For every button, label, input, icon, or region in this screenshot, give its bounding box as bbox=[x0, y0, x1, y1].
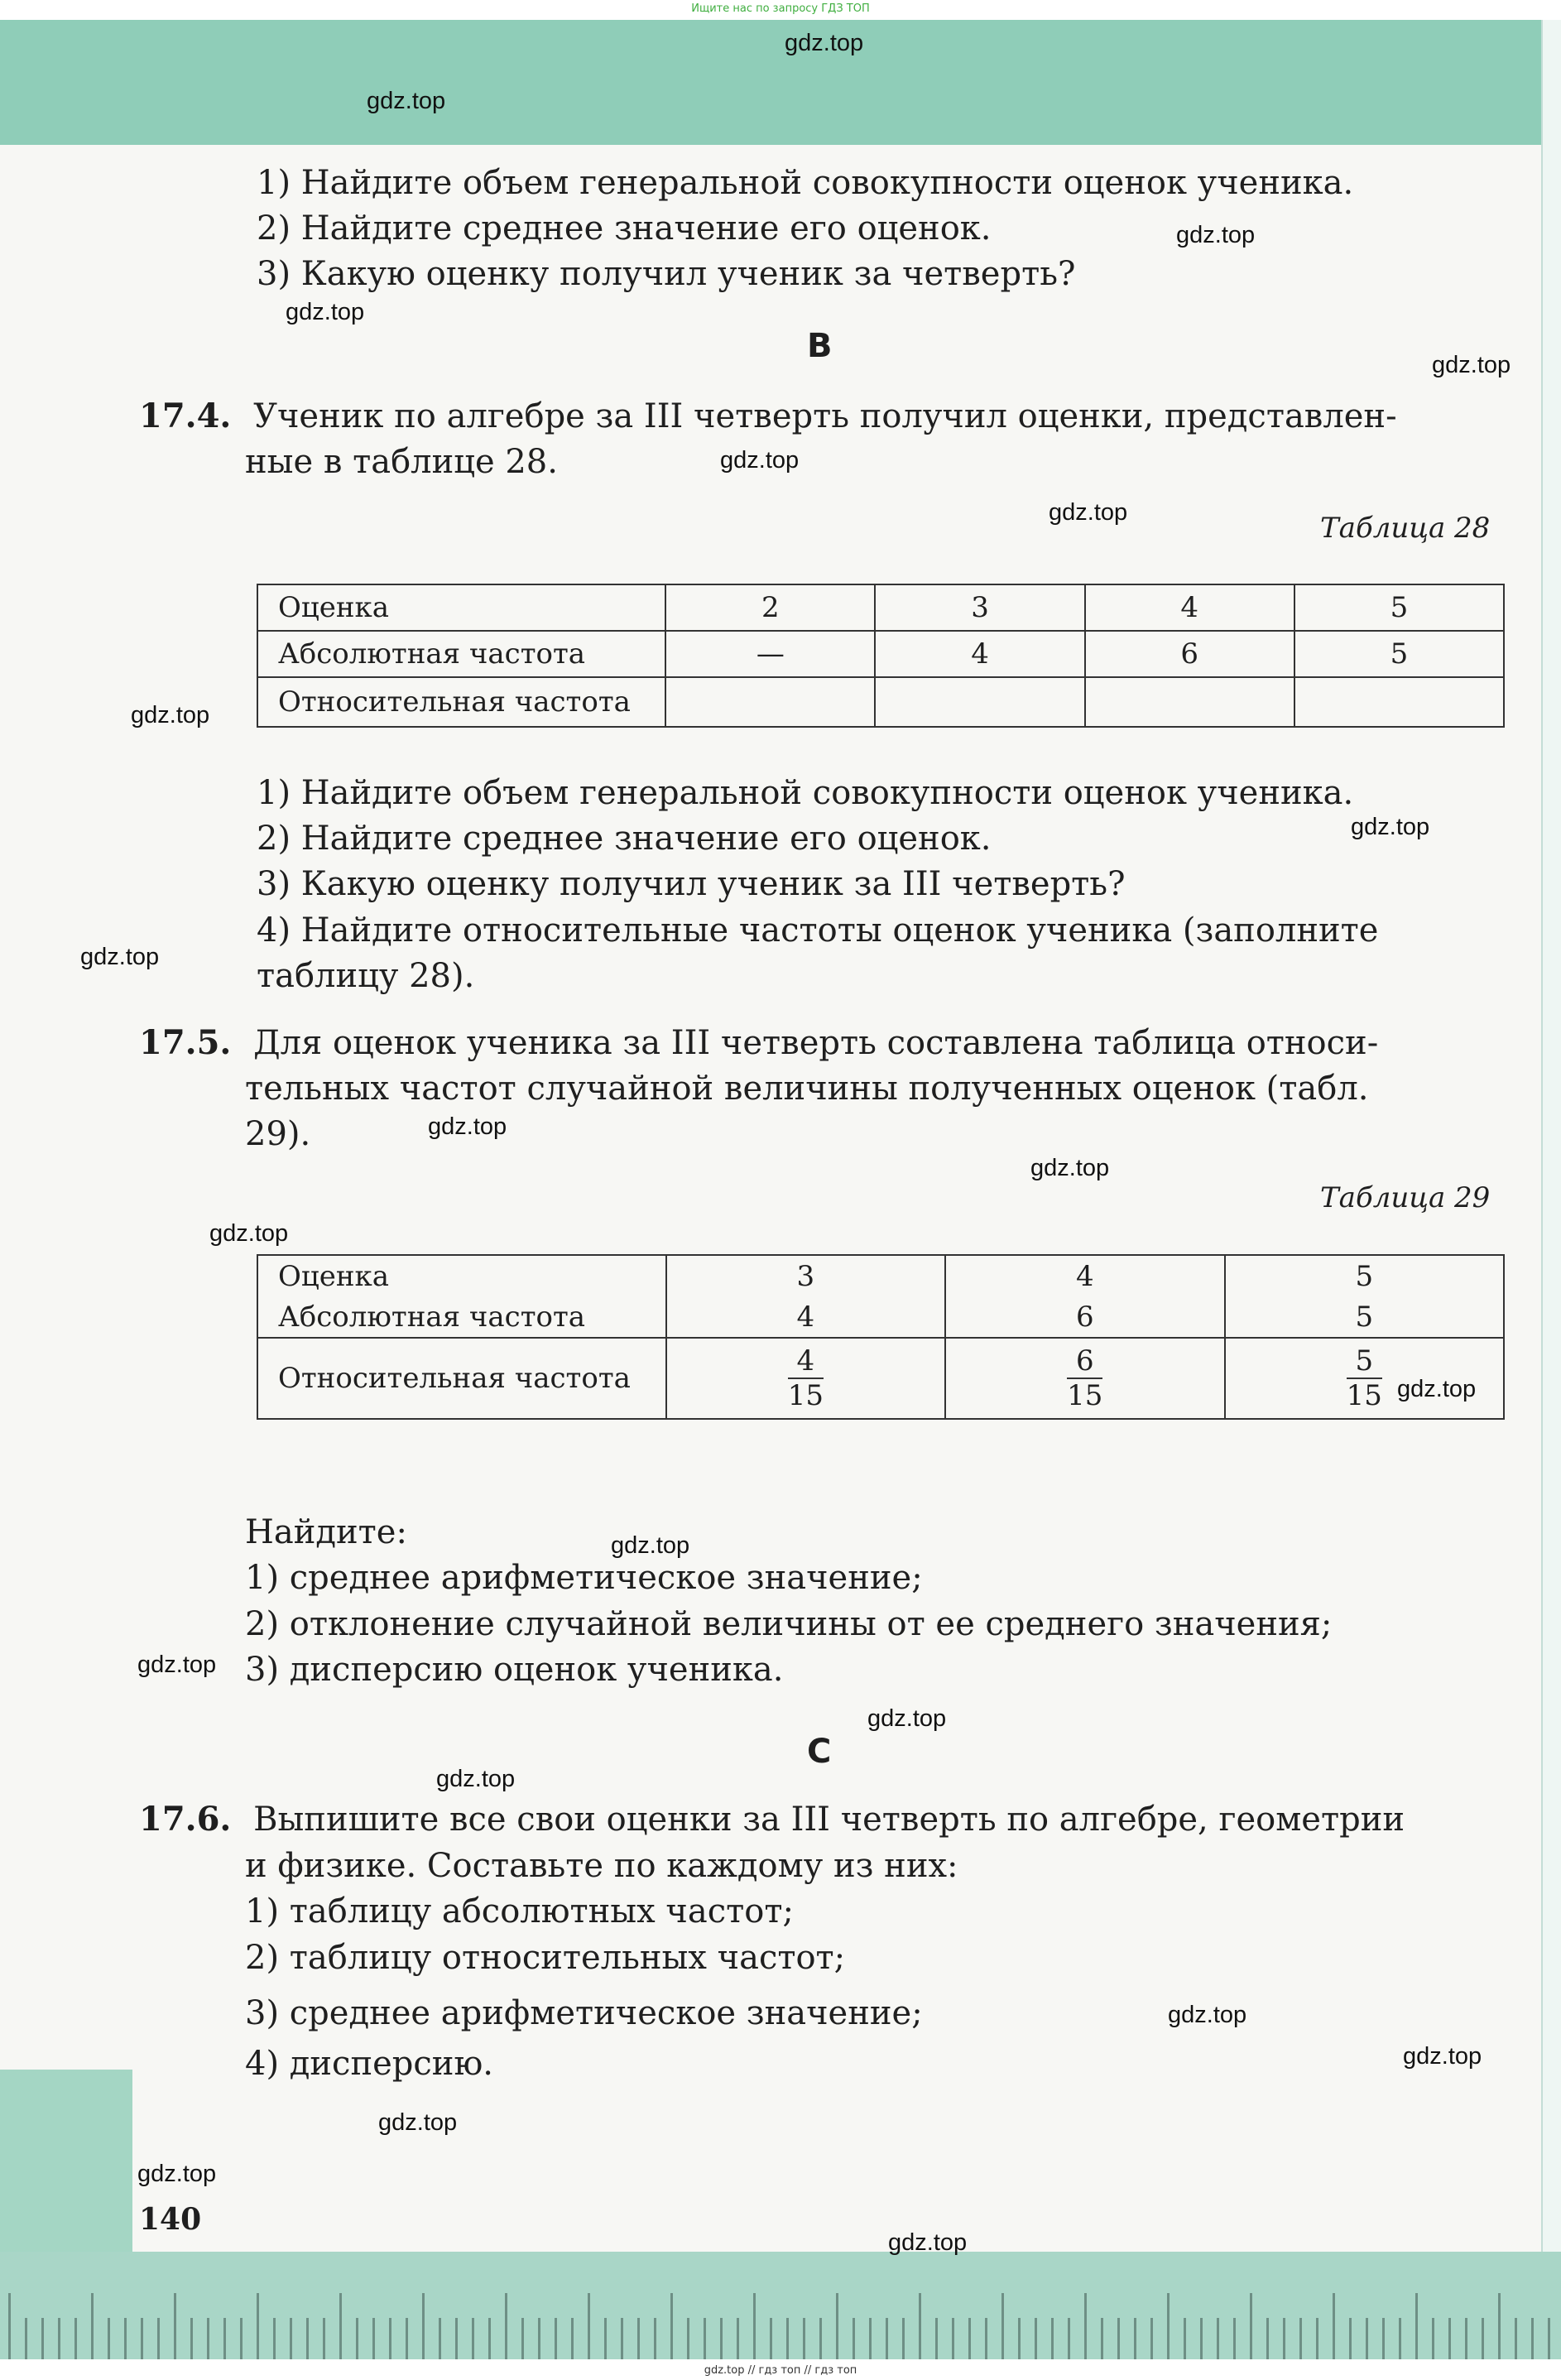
ruler-tick bbox=[1415, 2293, 1418, 2359]
ruler-tick bbox=[141, 2318, 143, 2359]
row-label: Оценка bbox=[257, 584, 665, 631]
ruler-tick bbox=[306, 2318, 309, 2359]
watermark: gdz.top bbox=[1030, 1155, 1110, 1181]
ruler-tick bbox=[1333, 2293, 1335, 2359]
ruler-tick bbox=[1134, 2318, 1136, 2359]
ruler-tick bbox=[439, 2318, 441, 2359]
ruler-tick bbox=[770, 2318, 772, 2359]
grade-cell: 3 bbox=[666, 1255, 945, 1296]
ruler-tick bbox=[1200, 2318, 1203, 2359]
right-margin-bar bbox=[1541, 20, 1561, 2363]
ruler-tick bbox=[1266, 2318, 1269, 2359]
ruler-decoration bbox=[0, 2252, 1561, 2359]
ruler-tick bbox=[1316, 2318, 1318, 2359]
ruler-tick bbox=[935, 2318, 938, 2359]
watermark: gdz.top bbox=[137, 2161, 217, 2187]
ruler-tick bbox=[985, 2318, 987, 2359]
grade-cell: 5 bbox=[1225, 1255, 1504, 1296]
ruler-tick bbox=[853, 2318, 855, 2359]
ruler-tick bbox=[1515, 2318, 1517, 2359]
problem-17-5-line2: тельных частот случайной величины полученных оценок (табл. bbox=[245, 1070, 1369, 1108]
ruler-tick bbox=[406, 2318, 408, 2359]
abs-freq-cell: 4 bbox=[666, 1296, 945, 1338]
ruler-tick bbox=[1482, 2318, 1484, 2359]
ruler-tick bbox=[124, 2318, 127, 2359]
watermark: gdz.top bbox=[137, 1652, 217, 1678]
problem-17-5-line3: 29). bbox=[245, 1115, 311, 1153]
ruler-tick bbox=[505, 2293, 507, 2359]
row-label: Относительная частота bbox=[257, 677, 665, 727]
ruler-tick bbox=[637, 2318, 640, 2359]
ruler-tick bbox=[488, 2318, 491, 2359]
ruler-tick bbox=[1382, 2318, 1385, 2359]
table-caption: Таблица 28 bbox=[1320, 512, 1491, 545]
grade-cell: 4 bbox=[945, 1255, 1224, 1296]
ruler-tick bbox=[670, 2293, 673, 2359]
watermark: gdz.top bbox=[367, 88, 446, 114]
row-label: Относительная частота bbox=[257, 1338, 666, 1419]
find-label: Найдите: bbox=[245, 1513, 407, 1551]
watermark: gdz.top bbox=[436, 1766, 516, 1792]
problem-17-6-line2: и физике. Составьте по каждому из них: bbox=[245, 1847, 958, 1885]
rel-freq-cell bbox=[1225, 1338, 1504, 1419]
ruler-tick bbox=[1283, 2318, 1285, 2359]
top-note: Ищите нас по запросу ГДЗ ТОП bbox=[691, 2, 870, 15]
ruler-tick bbox=[422, 2293, 425, 2359]
ruler-tick bbox=[654, 2318, 656, 2359]
watermark: gdz.top bbox=[785, 30, 864, 56]
grade-cell: 5 bbox=[1294, 584, 1504, 631]
watermark: gdz.top bbox=[867, 1705, 947, 1732]
ruler-tick bbox=[919, 2293, 921, 2359]
empty-cell bbox=[665, 677, 875, 727]
fraction-denominator: 15 bbox=[787, 1379, 824, 1412]
ruler-tick bbox=[1018, 2318, 1021, 2359]
ruler-tick bbox=[1150, 2318, 1153, 2359]
question-item: 4) Найдите относительные частоты оценок ученика (заполните bbox=[257, 911, 1379, 950]
question-item: 2) таблицу относительных частот; bbox=[245, 1939, 846, 1977]
empty-cell bbox=[1085, 677, 1294, 727]
fraction-denominator: 15 bbox=[1067, 1379, 1103, 1412]
ruler-tick bbox=[1184, 2318, 1186, 2359]
ruler-tick bbox=[91, 2293, 94, 2359]
table-29 bbox=[257, 1254, 1505, 1420]
grade-cell: 3 bbox=[875, 584, 1084, 631]
ruler-tick bbox=[521, 2318, 524, 2359]
table-caption: Таблица 29 bbox=[1320, 1181, 1491, 1214]
ruler-tick bbox=[687, 2318, 689, 2359]
ruler-tick bbox=[803, 2318, 805, 2359]
ruler-tick bbox=[1001, 2293, 1004, 2359]
ruler-tick bbox=[588, 2293, 590, 2359]
question-item: 2) отклонение случайной величины от ее среднего значения; bbox=[245, 1605, 1333, 1643]
fraction-numerator: 6 bbox=[1067, 1344, 1102, 1379]
corner-decoration bbox=[0, 2070, 132, 2260]
ruler-tick bbox=[207, 2318, 209, 2359]
watermark: gdz.top bbox=[209, 1220, 289, 1247]
watermark: gdz.top bbox=[1351, 814, 1430, 840]
ruler-tick bbox=[1167, 2293, 1170, 2359]
ruler-tick bbox=[604, 2318, 607, 2359]
question-item: 1) среднее арифметическое значение; bbox=[245, 1559, 923, 1597]
bottom-note: gdz.top // гдз топ // гдз топ bbox=[704, 2364, 857, 2377]
row-label: Абсолютная частота bbox=[257, 631, 665, 677]
ruler-tick bbox=[223, 2318, 226, 2359]
watermark: gdz.top bbox=[1168, 2002, 1247, 2028]
prev-item: 1) Найдите объем генеральной совокупности оценок ученика. bbox=[257, 164, 1354, 202]
ruler-tick bbox=[290, 2318, 292, 2359]
ruler-tick bbox=[455, 2318, 458, 2359]
watermark: gdz.top bbox=[131, 702, 210, 728]
ruler-tick bbox=[968, 2318, 971, 2359]
ruler-tick bbox=[240, 2318, 243, 2359]
ruler-tick bbox=[1349, 2318, 1352, 2359]
ruler-tick bbox=[190, 2318, 193, 2359]
empty-cell bbox=[1294, 677, 1504, 727]
question-item: 2) Найдите среднее значение его оценок. bbox=[257, 820, 992, 858]
rel-freq-cell bbox=[945, 1338, 1224, 1419]
prev-item: 3) Какую оценку получил ученик за четверть? bbox=[257, 255, 1076, 293]
ruler-tick bbox=[1432, 2318, 1434, 2359]
ruler-tick bbox=[1448, 2318, 1451, 2359]
watermark: gdz.top bbox=[1049, 499, 1128, 526]
row-label: Оценка bbox=[257, 1255, 666, 1296]
section-heading-c: C bbox=[807, 1733, 832, 1771]
ruler-tick bbox=[737, 2318, 739, 2359]
ruler-tick bbox=[1233, 2318, 1236, 2359]
ruler-tick bbox=[58, 2318, 60, 2359]
problem-17-6-line1 bbox=[139, 1799, 1405, 1840]
top-color-band bbox=[0, 0, 1561, 145]
ruler-tick bbox=[273, 2318, 276, 2359]
problem-text: Ученик по алгебре за III четверть получил оценки, представлен- bbox=[253, 397, 1397, 435]
ruler-tick bbox=[1101, 2318, 1103, 2359]
fraction bbox=[1347, 1344, 1382, 1412]
watermark: gdz.top bbox=[1176, 222, 1256, 248]
ruler-tick bbox=[720, 2318, 723, 2359]
question-item: 1) таблицу абсолютных частот; bbox=[245, 1892, 794, 1930]
abs-freq-cell: 6 bbox=[945, 1296, 1224, 1338]
ruler-tick bbox=[786, 2318, 789, 2359]
problem-17-4-line2: ные в таблице 28. bbox=[245, 443, 558, 481]
question-item: 4) дисперсию. bbox=[245, 2045, 493, 2083]
ruler-tick bbox=[704, 2318, 706, 2359]
page-number: 140 bbox=[139, 2202, 202, 2237]
ruler-tick bbox=[869, 2318, 872, 2359]
ruler-tick bbox=[1117, 2318, 1120, 2359]
ruler-tick bbox=[621, 2318, 623, 2359]
abs-freq-cell: 4 bbox=[875, 631, 1084, 677]
grade-cell: 4 bbox=[1085, 584, 1294, 631]
problem-17-4-line1 bbox=[139, 396, 1397, 437]
problem-number: 17.6. bbox=[139, 1800, 232, 1839]
ruler-tick bbox=[886, 2318, 888, 2359]
ruler-tick bbox=[1068, 2318, 1070, 2359]
watermark: gdz.top bbox=[80, 944, 160, 970]
watermark: gdz.top bbox=[720, 447, 800, 474]
watermark: gdz.top bbox=[1432, 352, 1511, 378]
ruler-tick bbox=[372, 2318, 375, 2359]
ruler-tick bbox=[25, 2318, 27, 2359]
problem-17-5-line1 bbox=[139, 1022, 1378, 1064]
fraction bbox=[1067, 1344, 1102, 1412]
ruler-tick bbox=[555, 2318, 557, 2359]
empty-cell bbox=[875, 677, 1084, 727]
rel-freq-cell bbox=[666, 1338, 945, 1419]
watermark: gdz.top bbox=[1397, 1376, 1477, 1402]
ruler-tick bbox=[323, 2318, 325, 2359]
ruler-tick bbox=[356, 2318, 358, 2359]
problem-number: 17.5. bbox=[139, 1023, 232, 1062]
ruler-tick bbox=[1299, 2318, 1302, 2359]
ruler-tick bbox=[1217, 2318, 1219, 2359]
ruler-tick bbox=[571, 2318, 574, 2359]
ruler-tick bbox=[1366, 2318, 1368, 2359]
problem-number: 17.4. bbox=[139, 397, 232, 435]
ruler-tick bbox=[1531, 2318, 1534, 2359]
ruler-tick bbox=[74, 2318, 77, 2359]
ruler-tick bbox=[472, 2318, 474, 2359]
abs-freq-cell: 5 bbox=[1294, 631, 1504, 677]
ruler-tick bbox=[538, 2318, 540, 2359]
ruler-tick bbox=[8, 2293, 11, 2359]
abs-freq-cell: 6 bbox=[1085, 631, 1294, 677]
abs-freq-cell: — bbox=[665, 631, 875, 677]
ruler-tick bbox=[1084, 2293, 1087, 2359]
row-label: Абсолютная частота bbox=[257, 1296, 666, 1338]
fraction bbox=[788, 1344, 824, 1412]
fraction-numerator: 4 bbox=[788, 1344, 824, 1379]
watermark: gdz.top bbox=[286, 299, 365, 325]
ruler-tick bbox=[1399, 2318, 1401, 2359]
ruler-tick bbox=[1051, 2318, 1054, 2359]
question-item: таблицу 28). bbox=[257, 957, 475, 995]
question-item: 3) Какую оценку получил ученик за III четверть? bbox=[257, 865, 1126, 903]
watermark: gdz.top bbox=[378, 2109, 458, 2136]
ruler-tick bbox=[157, 2318, 160, 2359]
prev-item: 2) Найдите среднее значение его оценок. bbox=[257, 209, 992, 248]
ruler-tick bbox=[836, 2293, 838, 2359]
ruler-tick bbox=[1498, 2293, 1501, 2359]
question-item: 3) среднее арифметическое значение; bbox=[245, 1994, 923, 2032]
watermark: gdz.top bbox=[888, 2229, 968, 2256]
ruler-tick bbox=[1465, 2318, 1467, 2359]
problem-text: Для оценок ученика за III четверть составлена таблица относи- bbox=[253, 1024, 1379, 1062]
abs-freq-cell: 5 bbox=[1225, 1296, 1504, 1338]
ruler-tick bbox=[1035, 2318, 1037, 2359]
watermark: gdz.top bbox=[1403, 2043, 1482, 2070]
grade-cell: 2 bbox=[665, 584, 875, 631]
ruler-tick bbox=[1548, 2318, 1550, 2359]
fraction-numerator: 5 bbox=[1347, 1344, 1382, 1379]
ruler-tick bbox=[902, 2318, 905, 2359]
ruler-tick bbox=[753, 2293, 756, 2359]
table-28 bbox=[257, 584, 1505, 728]
ruler-tick bbox=[389, 2318, 391, 2359]
section-heading-b: B bbox=[807, 327, 833, 365]
ruler-tick bbox=[952, 2318, 954, 2359]
ruler-tick bbox=[339, 2293, 342, 2359]
ruler-tick bbox=[108, 2318, 110, 2359]
ruler-tick bbox=[1250, 2293, 1252, 2359]
ruler-tick bbox=[41, 2318, 44, 2359]
ruler-tick bbox=[819, 2318, 822, 2359]
fraction-denominator: 15 bbox=[1346, 1379, 1382, 1412]
question-item: 1) Найдите объем генеральной совокупности оценок ученика. bbox=[257, 774, 1354, 812]
watermark: gdz.top bbox=[611, 1532, 690, 1559]
ruler-tick bbox=[174, 2293, 176, 2359]
question-item: 3) дисперсию оценок ученика. bbox=[245, 1651, 784, 1689]
watermark: gdz.top bbox=[428, 1113, 507, 1140]
ruler-tick bbox=[257, 2293, 259, 2359]
problem-text: Выпишите все свои оценки за III четверть по алгебре, геометрии bbox=[253, 1801, 1405, 1839]
